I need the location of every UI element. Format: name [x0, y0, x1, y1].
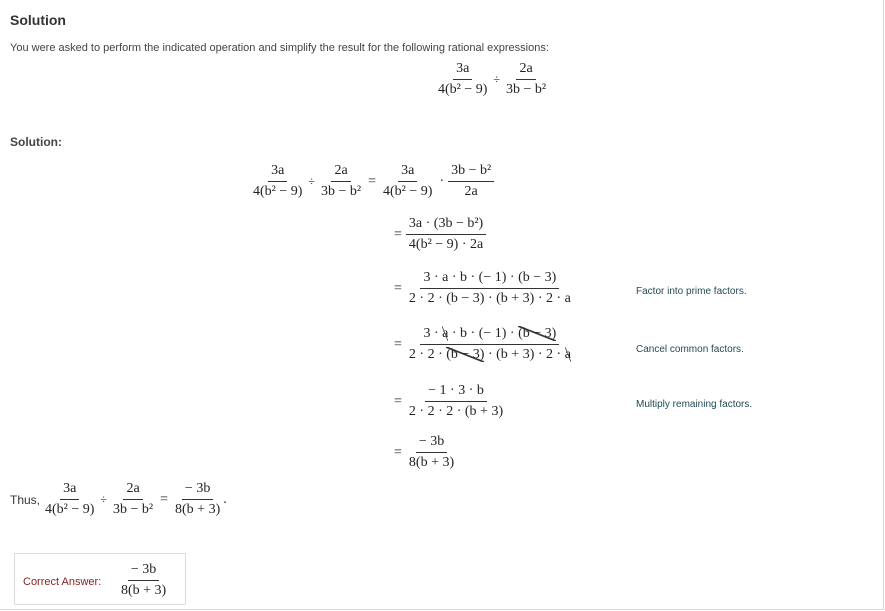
- intro-text: You were asked to perform the indicated operation and simplify the result for the following rational expressions:: [10, 42, 549, 54]
- cancelled-factor: (b − 3): [518, 326, 557, 341]
- note-cancel: Cancel common factors.: [636, 344, 744, 355]
- problem-expression: [435, 61, 549, 98]
- cancelled-a: a: [442, 326, 449, 341]
- problem-fraction-1: $\frac{3a}{\text{4(b² − 9)}}$: [438, 61, 488, 97]
- step-3: = $\frac{3 \cdot a \cdot b \cdot (- 1) \cdot (b - 3)}{2 \cdot 2 \cdot (b - 3) \cdot (b + 3) \cdot 2 \cdot a}$: [394, 270, 571, 306]
- correct-answer-label: Correct Answer:: [23, 576, 102, 588]
- step-1: $\frac{3a}{\text{4(b² − 9)}}$ ÷ $\frac{2a}{\text{3b − b²}}$ = $\frac{3a}{\text{4(b² − 9)}}$ · $\frac{\text{3b − b²}}{2a}$: [250, 163, 494, 200]
- step-4: = $\frac{3 \cdot a \cdot b \cdot (- 1) \cdot (b - 3)}{2 \cdot 2 \cdot (b - 3) \cdot (b + 3) \cdot 2 \cdot a}$: [394, 326, 571, 362]
- correct-answer-box: [14, 553, 186, 605]
- thus-label: Thus,: [10, 493, 41, 507]
- solution-label: Solution:: [10, 135, 62, 149]
- divide-sign: ÷: [493, 72, 501, 86]
- problem-fraction-2: $\frac{2a}{\text{3b − b²}}$: [506, 61, 547, 97]
- cancelled-factor: (b − 3): [446, 347, 485, 362]
- conclusion-expression: $\frac{3a}{\text{4(b² − 9)}}$ ÷ $\frac{2a}{\text{3b − b²}}$ = $\frac{- 3b}{8(b + 3)}$ .: [45, 481, 227, 517]
- cancelled-a: a: [564, 347, 571, 362]
- note-factor: Factor into prime factors.: [636, 286, 747, 297]
- section-heading: Solution: [10, 12, 66, 28]
- step-6: = $\frac{- 3b}{8(b + 3)}$: [394, 434, 455, 470]
- correct-answer-value: $\frac{- 3b}{8(b + 3)}$: [121, 562, 167, 598]
- note-multiply: Multiply remaining factors.: [636, 399, 753, 410]
- step-5: = $\frac{- 1 \cdot 3 \cdot b}{2 \cdot 2 \cdot 2 \cdot (b + 3)}$: [394, 383, 504, 419]
- step-2: = $\frac{\text{3a · (3b − b²)}}{\text{4(b² − 9) · 2a}}$: [390, 216, 486, 253]
